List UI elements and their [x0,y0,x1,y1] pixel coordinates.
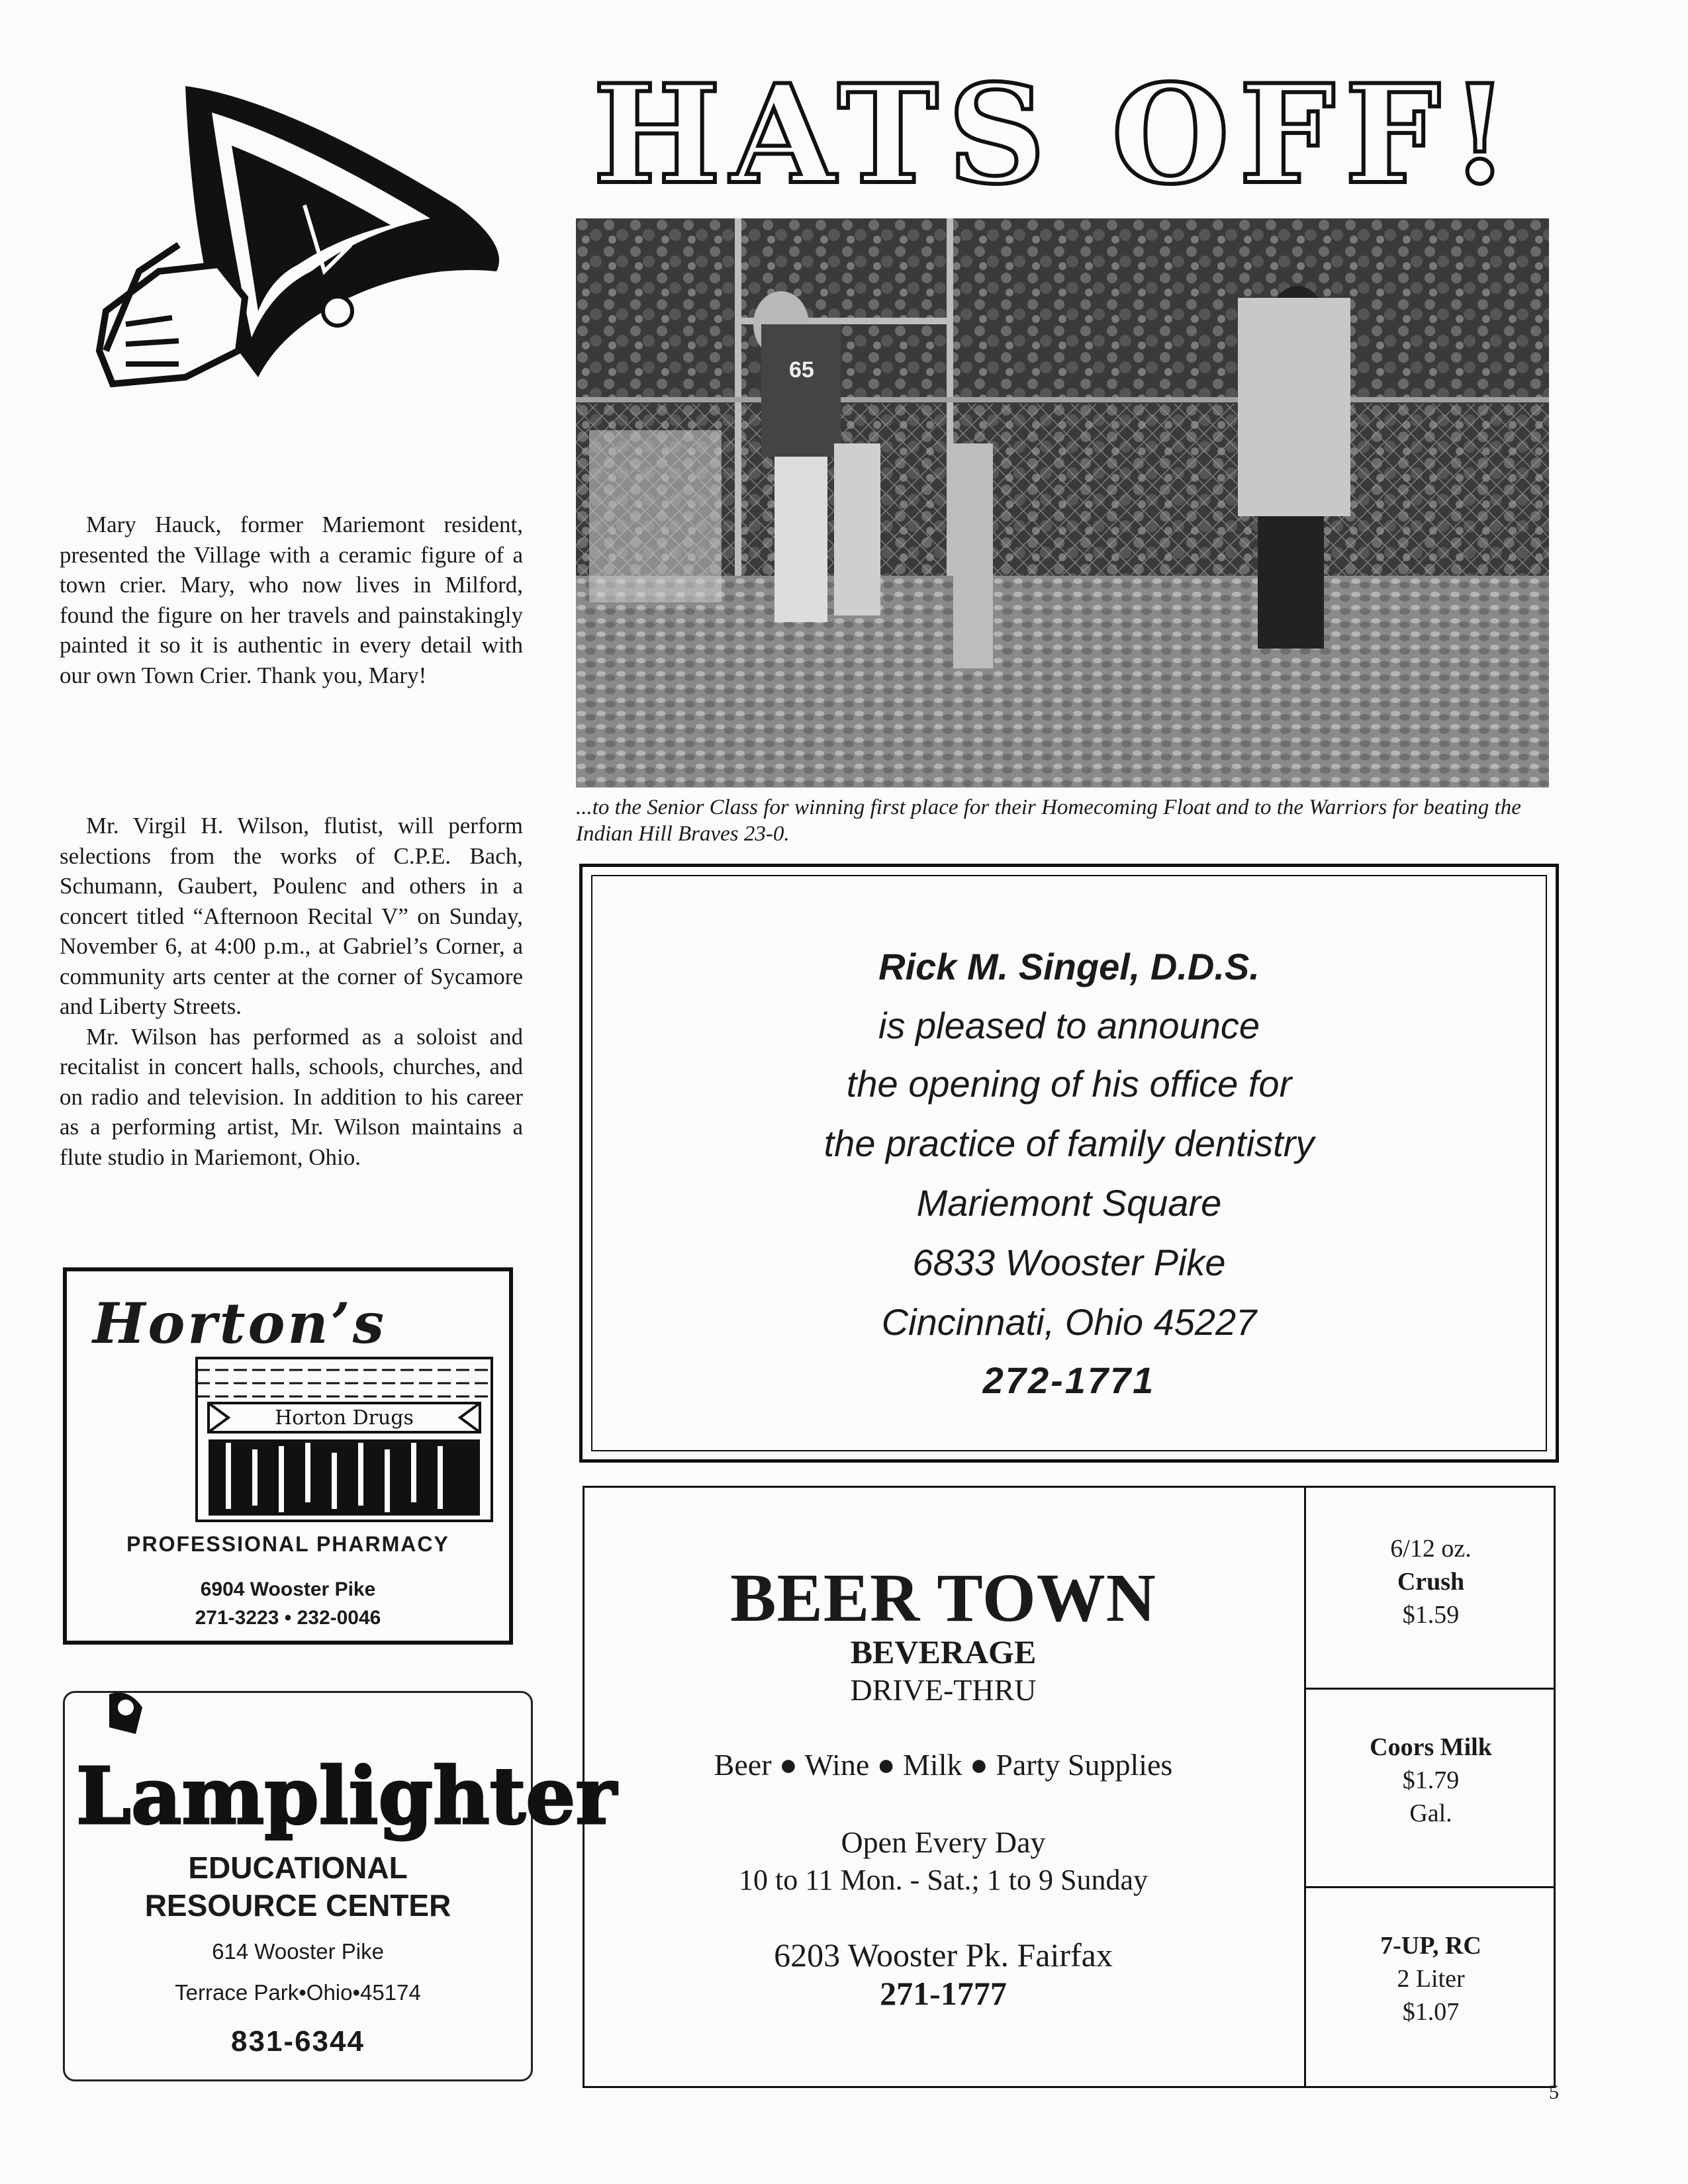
horton-subtitle: PROFESSIONAL PHARMACY [126,1532,449,1556]
wilson-paragraph-2: Mr. Wilson has performed as a soloist and recitalist in concert halls, schools, churches, and on radio and television. In addition to his career as a performing artist, Mr. Wilson maintains a flute studio in Mariemont, Ohio. [60,1023,523,1170]
dentist-line-2: is pleased to announce [878,1005,1260,1046]
special-line: 2 Liter [1397,1965,1465,1993]
dentist-line-3: the opening of his office for [846,1063,1292,1105]
hauck-paragraph: Mary Hauck, former Mariemont resident, presented the Village with a ceramic figure of a town crier. Mary, who now lives in Milford, found the figure on her travels and painstakingly painted it so it is authentic in every detail with our own Town Crier. Thank you, Mary! [60,512,523,688]
horton-phones: 271-3223 • 232-0046 [195,1607,381,1629]
beertown-phone: 271-1777 [880,1975,1007,2012]
lamplighter-address-2: Terrace Park•Ohio•45174 [175,1980,421,2005]
photo-jersey-number: 65 [789,357,814,383]
lamplighter-logo [63,1681,617,1846]
lamplighter-address-1: 614 Wooster Pike [212,1939,384,1964]
beertown-hours-2: 10 to 11 Mon. - Sat.; 1 to 9 Sunday [738,1864,1149,1896]
beertown-title: BEER TOWN [730,1560,1156,1636]
beertown-specials-divider-2 [1304,1886,1556,1888]
dentist-line-4: the practice of family dentistry [823,1122,1315,1164]
lamplighter-line-2: RESOURCE CENTER [144,1888,451,1923]
photo-caption: ...to the Senior Class for winning first place for their Homecoming Float and to the Warriors for beating the Indian Hill Braves 23-0. [576,796,1521,846]
beertown-items: Beer ● Wine ● Milk ● Party Supplies [714,1748,1173,1782]
lamplighter-phone: 831-6344 [231,2025,365,2058]
horton-address: 6904 Wooster Pike [200,1578,376,1600]
svg-text:HATS OFF!: HATS OFF! [592,56,1519,214]
beertown-special-soda [1306,1929,1556,2028]
horton-storefront-illustration [195,1357,493,1522]
town-crier-illustration [86,73,536,443]
special-line: Crush [1397,1568,1465,1596]
wilson-article [60,811,523,1172]
svg-text:Lamplighter: Lamplighter [76,1750,617,1842]
beertown-special-milk [1306,1731,1556,1830]
beertown-special-crush [1306,1532,1556,1631]
dentist-name: Rick M. Singel, D.D.S. [878,946,1260,987]
dentist-line-6: 6833 Wooster Pike [912,1242,1226,1283]
horton-logo: Horton’s [93,1291,387,1356]
beertown-subtitle-2: DRIVE-THRU [850,1673,1037,1707]
homecoming-float-photo [576,218,1549,788]
special-line: $1.59 [1402,1601,1460,1629]
lamplighter-line-1: EDUCATIONAL [188,1850,408,1885]
beertown-specials-divider-1 [1304,1688,1556,1690]
headline [583,56,1529,214]
special-line: 7-UP, RC [1380,1932,1481,1960]
hauck-article [60,510,523,690]
dentist-phone: 272-1771 [982,1359,1156,1401]
special-line: $1.79 [1402,1766,1460,1794]
horton-store-sign: Horton Drugs [275,1406,414,1430]
beertown-subtitle-1: BEVERAGE [850,1633,1037,1670]
dentist-line-5: Mariemont Square [916,1182,1222,1224]
special-line: Coors Milk [1370,1733,1492,1761]
page-number: 5 [1549,2081,1559,2103]
special-line: $1.07 [1402,1998,1460,2026]
beertown-address: 6203 Wooster Pk. Fairfax [774,1936,1113,1974]
wilson-paragraph-1: Mr. Virgil H. Wilson, flutist, will perform selections from the works of C.P.E. Bach, Schumann, Gaubert, Poulenc and others in a concert titled “Afternoon Recital V” on Sunday, November 6, at 4:00 p.m., at Gabriel’s Corner, a community arts center at the corner of Sycamore and Liberty Streets. [60,813,523,1019]
special-line: Gal. [1409,1799,1452,1827]
dentist-line-7: Cincinnati, Ohio 45227 [881,1301,1257,1343]
beertown-hours-1: Open Every Day [841,1825,1046,1859]
special-line: 6/12 oz. [1390,1535,1472,1563]
